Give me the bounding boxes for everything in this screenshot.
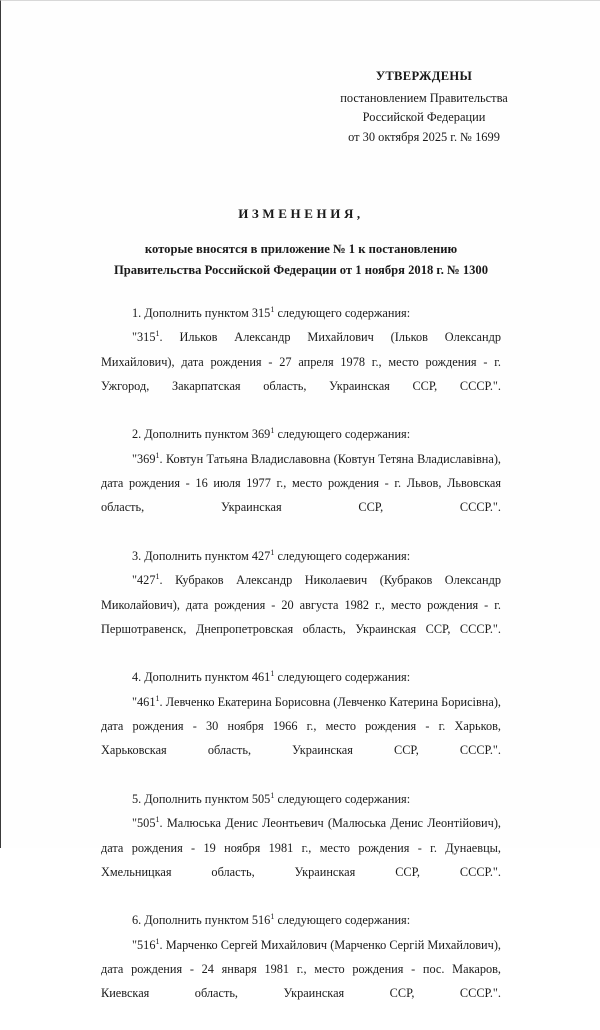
entry-quote-open: "505 (132, 816, 156, 831)
document-title-block (51, 206, 551, 281)
amendment-item (101, 908, 501, 1029)
amendment-point-superscript: 1 (270, 547, 275, 557)
amendment-item-number: 6. (132, 913, 145, 928)
amendment-item-entry (101, 933, 501, 1030)
entry-body-text: . Левченко Екатерина Борисовна (Левченко Катерина Борисівна), дата рождения - 30 ноября 1966 г., место рождения - г. Харьков, Харьковская область, Украинская ССР, СССР.". (101, 694, 501, 758)
amendment-item-number: 1. (132, 306, 145, 320)
amendment-point-number: 516 (251, 913, 271, 928)
document-subtitle-line-1: которые вносятся в приложение № 1 к постановлению (144, 242, 458, 256)
amendment-point-superscript: 1 (270, 426, 275, 436)
amendment-lead-suffix: следующего содержания: (274, 306, 411, 320)
entry-body-text: . Ковтун Татьяна Владиславовна (Ковтун Тетяна Владиславівна), дата рождения - 16 июля 1977 г., место рождения - г. Львов, Львовская область, Украинская ССР, СССР.". (101, 451, 501, 515)
amendment-item (101, 301, 501, 422)
amendment-item-number: 2. (132, 427, 145, 442)
amendment-point-number: 369 (251, 427, 271, 442)
amendment-item-lead-in (101, 787, 501, 811)
entry-quote-open: "427 (132, 573, 156, 588)
amendment-point-superscript: 1 (270, 790, 275, 800)
entry-body-text: . Марченко Сергей Михайлович (Марченко Сергій Михайлович), дата рождения - 24 января 1981 г., место рождения - пос. Макаров, Киевская область, Украинская ССР, СССР.". (101, 937, 501, 1001)
entry-quote-open: "516 (132, 937, 156, 952)
entry-quote-open: "369 (132, 451, 156, 466)
entry-quote-open: "315 (132, 330, 156, 345)
document-subtitle-line-2: Правительства Российской Федерации от 1 ноября 2018 г. № 1300 (113, 263, 489, 277)
amendment-item (101, 422, 501, 543)
amendment-lead-suffix: следующего содержания: (274, 670, 411, 685)
entry-body-text: . Ильков Александр Михайлович (Ільков Олександр Михайлович), дата рождения - 27 апреля 1978 г., место рождения - г. Ужгород, Закарпатская область, Украинская ССР, СССР.". (101, 330, 501, 393)
amendment-point-number: 505 (251, 791, 271, 806)
amendment-item (101, 544, 501, 665)
amendment-lead-prefix: Дополнить пунктом (144, 670, 252, 685)
amendment-item-lead-in (101, 301, 501, 325)
entry-point-superscript: 1 (155, 572, 160, 582)
amendment-item-entry (101, 690, 501, 787)
amendment-lead-prefix: Дополнить пунктом (144, 791, 252, 806)
amendment-item-lead-in (101, 544, 501, 568)
amendment-point-number: 315 (251, 306, 271, 320)
amendment-item-entry (101, 568, 501, 665)
amendment-lead-prefix: Дополнить пунктом (144, 548, 252, 563)
amendment-item-number: 3. (132, 548, 145, 563)
amendment-item-number: 4. (132, 670, 145, 685)
amendment-item-entry (101, 447, 501, 544)
document-subtitle (51, 239, 551, 281)
amendment-point-number: 427 (251, 548, 271, 563)
amendment-lead-suffix: следующего содержания: (274, 548, 411, 563)
entry-point-superscript: 1 (155, 329, 160, 339)
amendment-lead-suffix: следующего содержания: (274, 913, 411, 928)
amendment-item-lead-in (101, 908, 501, 932)
amendment-point-number: 461 (251, 670, 271, 685)
amendment-item-lead-in (101, 422, 501, 446)
amendment-point-superscript: 1 (270, 669, 275, 679)
amendment-item (101, 665, 501, 786)
approval-header (319, 67, 529, 147)
entry-point-superscript: 1 (155, 936, 160, 946)
amendment-item-lead-in (101, 665, 501, 689)
amendment-items-list (101, 301, 501, 1030)
amendment-lead-prefix: Дополнить пунктом (144, 306, 252, 320)
amendment-point-superscript: 1 (270, 912, 275, 922)
amendment-item-entry (101, 811, 501, 908)
approval-line-3: от 30 октября 2025 г. № 1699 (348, 129, 500, 144)
amendment-point-superscript: 1 (270, 304, 275, 314)
amendment-lead-suffix: следующего содержания: (274, 427, 411, 442)
amendment-lead-prefix: Дополнить пунктом (144, 427, 252, 442)
approval-line-1: постановлением Правительства (340, 90, 508, 105)
entry-body-text: . Кубраков Александр Николаевич (Кубраков Олександр Миколайович), дата рождения - 20 августа 1982 г., место рождения - г. Першотравенск, Днепропетровская область, Украинская ССР, СССР.". (101, 573, 501, 636)
page-title: ИЗМЕНЕНИЯ, (238, 206, 364, 221)
amendment-item-entry (101, 325, 501, 422)
approval-title: УТВЕРЖДЕНЫ (375, 69, 473, 83)
entry-point-superscript: 1 (155, 450, 160, 460)
entry-point-superscript: 1 (155, 693, 160, 703)
approval-line-2: Российской Федерации (362, 110, 486, 124)
amendment-item-number: 5. (132, 791, 145, 806)
amendment-lead-prefix: Дополнить пунктом (144, 913, 252, 928)
amendment-lead-suffix: следующего содержания: (274, 791, 411, 806)
entry-body-text: . Малюська Денис Леонтьевич (Малюська Денис Леонтійович), дата рождения - 19 ноября 1981 г., место рождения - г. Дунаевцы, Хмельницкая область, Украинская ССР, СССР.". (101, 816, 501, 879)
entry-point-superscript: 1 (155, 815, 160, 825)
entry-quote-open: "461 (132, 694, 156, 709)
